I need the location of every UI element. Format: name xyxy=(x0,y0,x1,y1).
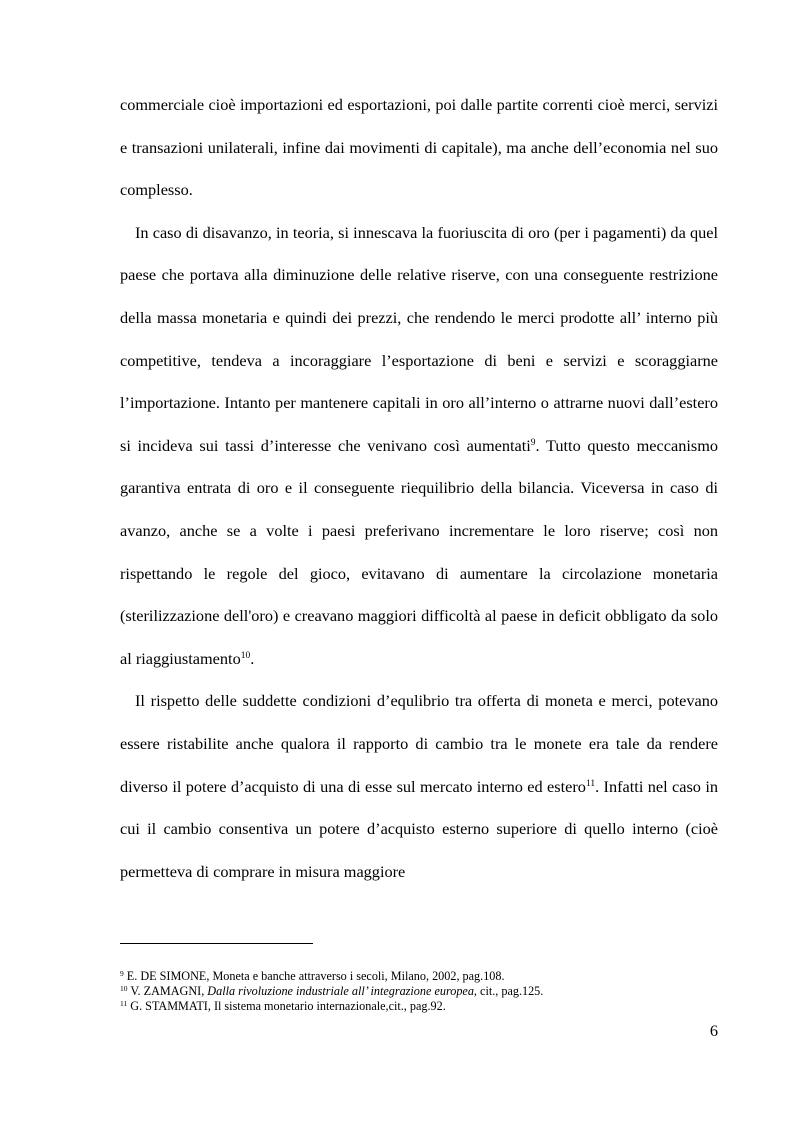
footnote-text: V. ZAMAGNI, xyxy=(130,983,208,998)
footnote-text: G. STAMMATI, Il sistema monetario internazionale,cit., pag.92. xyxy=(130,998,446,1013)
body-text xyxy=(120,84,718,893)
footnote-text: E. DE SIMONE, Moneta e banche attraverso i secoli, Milano, 2002, pag.108. xyxy=(126,969,505,983)
paragraph-text: . Infatti nel caso in cui il cambio consentiva un potere d’acquisto esterno superiore di quello interno (cioè permetteva di comprare in misura maggiore xyxy=(120,776,718,881)
footnote-number: 9 xyxy=(120,969,124,978)
footnote-text: cit., pag.125. xyxy=(476,983,544,998)
page-number: 6 xyxy=(709,1021,718,1040)
paragraph-text: . Tutto questo meccanismo garantiva entrata di oro e il conseguente riequilibrio della bilancia. Viceversa in caso di avanzo, anche se a volte i paesi preferivano incrementare le loro riserve; così non rispettando le regole del gioco, evitavano di aumentare la circolazione monetaria (sterilizzazione dell'oro) e creavano maggiori difficoltà al paese in deficit obbligato da solo al riaggiustamento xyxy=(120,435,718,668)
footnote-number: 10 xyxy=(120,983,128,993)
footnote-separator xyxy=(120,943,313,944)
paragraph-text: In caso di disavanzo, in teoria, si innescava la fuoriuscita di oro (per i pagamenti) da quel paese che portava alla diminuzione delle relative riserve, con una conseguente restrizione della massa monetaria e quindi dei prezzi, che rendendo le merci prodotte all’ interno più competitive, tendeva a incoraggiare l’esportazione di beni e servizi e scoraggiarne l’importazione. Intanto per mantenere capitali in oro all’interno o attrarne nuovi dall’estero si incideva sui tassi d’interesse che venivano così aumentati xyxy=(120,222,718,455)
footnote xyxy=(120,984,720,999)
footnote xyxy=(120,999,720,1014)
footnote-reference: 10 xyxy=(240,650,251,661)
footnote-number: 11 xyxy=(120,998,128,1008)
footnotes xyxy=(120,969,720,1013)
footnote-reference: 9 xyxy=(530,437,536,448)
footnote-reference: 11 xyxy=(585,778,596,789)
paragraph xyxy=(120,84,718,212)
paragraph xyxy=(120,680,718,893)
footnote-title-italic: Dalla rivoluzione industriale all’ integrazione europea, xyxy=(207,983,477,998)
paragraph-text: commerciale cioè importazioni ed esportazioni, poi dalle partite correnti cioè merci, servizi e transazioni unilaterali, infine dai movimenti di capitale), ma anche dell’economia nel suo complesso. xyxy=(120,95,718,200)
paragraph-text: . xyxy=(250,648,255,668)
footnote xyxy=(120,969,720,984)
paragraph xyxy=(120,212,718,681)
paragraph-text: Il rispetto delle suddette condizioni d’equlibrio tra offerta di moneta e merci, potevano essere ristabilite anche qualora il rapporto di cambio tra le monete era tale da rendere diverso il potere d’acquisto di una di esse sul mercato interno ed estero xyxy=(120,691,718,796)
